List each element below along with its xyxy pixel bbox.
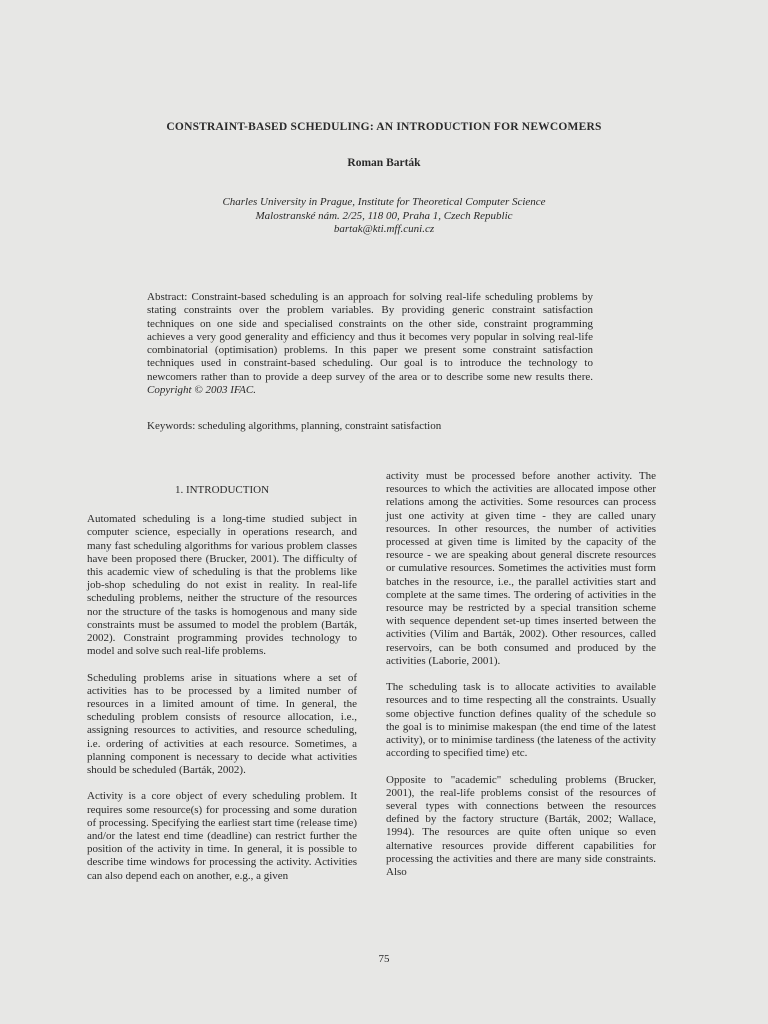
- paragraph: activity must be processed before another activity. The resources to which the activities are allocated impose other relations among the activities. Some resources can process just one activity at given time - they are called unary resources. In other resources, the number of activities processed at given time is limited by the capacity of the resource - we are speaking about general discrete resources or cumulative resources. Sometimes the activities must form batches in the resource, i.e., the parallel activities start and complete at the same times. The ordering of activities in the resource may be restricted by a special transition scheme with sequence dependent set-up times inserted between the activities (Vilím and Barták, 2002). Other resources, called reservoirs, can be both consumed and produced by the activities (Laborie, 2001).: [386, 470, 656, 667]
- paragraph: The scheduling task is to allocate activities to available resources and to time respecting all the constraints. Usually some objective function defines quality of the schedule so the goal is to minimise makespan (the end time of the latest activity), or to minimise tardiness (the lateness of the activity according to specified time) etc.: [386, 681, 656, 760]
- affiliation-email: bartak@kti.mff.cuni.cz: [333, 223, 435, 235]
- author-name: Roman Barták: [347, 157, 421, 169]
- page-number: 75: [378, 953, 390, 965]
- paragraph: Activity is a core object of every scheduling problem. It requires some resource(s) for processing and some duration of processing. Specifying the earliest start time (release time) and/or the latest end time (deadline) can restrict further the position of the activity in time. In general, it is possible to describe time windows for processing the activity. Activities can also depend each on another, e.g., a given: [87, 790, 357, 882]
- copyright-notice: Copyright © 2003 IFAC.: [147, 384, 256, 397]
- abstract: [147, 291, 593, 397]
- paragraph: Opposite to "academic" scheduling problems (Brucker, 2001), the real-life problems consist of the resources of several types with connections between the resources defined by the factory structure (Barták, 2002; Wallace, 1994). The resources are quite often unique so even alternative resources provide different capabilities for processing the activities and there are many side constraints. Also: [386, 773, 656, 879]
- left-column: [87, 470, 357, 896]
- affiliation-block: [0, 196, 768, 237]
- abstract-text: Abstract: Constraint-based scheduling is an approach for solving real-life scheduling problems by stating constraints over the problem variables. By providing generic constraint satisfaction techniques on one side and specialised constraints on the other side, constraint programming achieves a very good generality and efficiency and thus it becomes very popular in solving real-life combinatorial (optimisation) problems. In this paper we present some constraint satisfaction techniques used in constraint-based scheduling. Our goal is to introduce the technology to newcomers rather than to provide a deep survey of the area or to describe some new results there.: [147, 291, 593, 383]
- affiliation-address: Malostranské nám. 2/25, 118 00, Praha 1, Czech Republic: [255, 209, 513, 222]
- right-column: [386, 470, 656, 892]
- keywords: Keywords: scheduling algorithms, planning, constraint satisfaction: [147, 420, 442, 432]
- paragraph: Scheduling problems arise in situations where a set of activities has to be processed by a limited number of resources in a limited amount of time. In general, the scheduling problem consists of resource allocation, i.e., assigning resources to activities, and resource scheduling, i.e. ordering of activities at each resource. Sometimes, a planning component is necessary to decide what activities should be scheduled (Barták, 2002).: [87, 671, 357, 777]
- section-heading: 1. INTRODUCTION: [174, 484, 270, 496]
- paper-title: CONSTRAINT-BASED SCHEDULING: AN INTRODUCTION FOR NEWCOMERS: [166, 121, 602, 133]
- paragraph: Automated scheduling is a long-time studied subject in computer science, especially in operations research, and many fast scheduling algorithms for various problem classes have been proposed there (Brucker, 2001). The difficulty of this academic view of scheduling is that the problems like job-shop scheduling do not exist in reality. In real-life scheduling problems, neither the structure of the resources nor the structure of the tasks is homogenous and many side constraints must be assumed to model the problem (Barták, 2002). Constraint programming provides technology to model and solve such real-life problems.: [87, 513, 357, 658]
- affiliation-institution: Charles University in Prague, Institute for Theoretical Computer Science: [222, 196, 546, 208]
